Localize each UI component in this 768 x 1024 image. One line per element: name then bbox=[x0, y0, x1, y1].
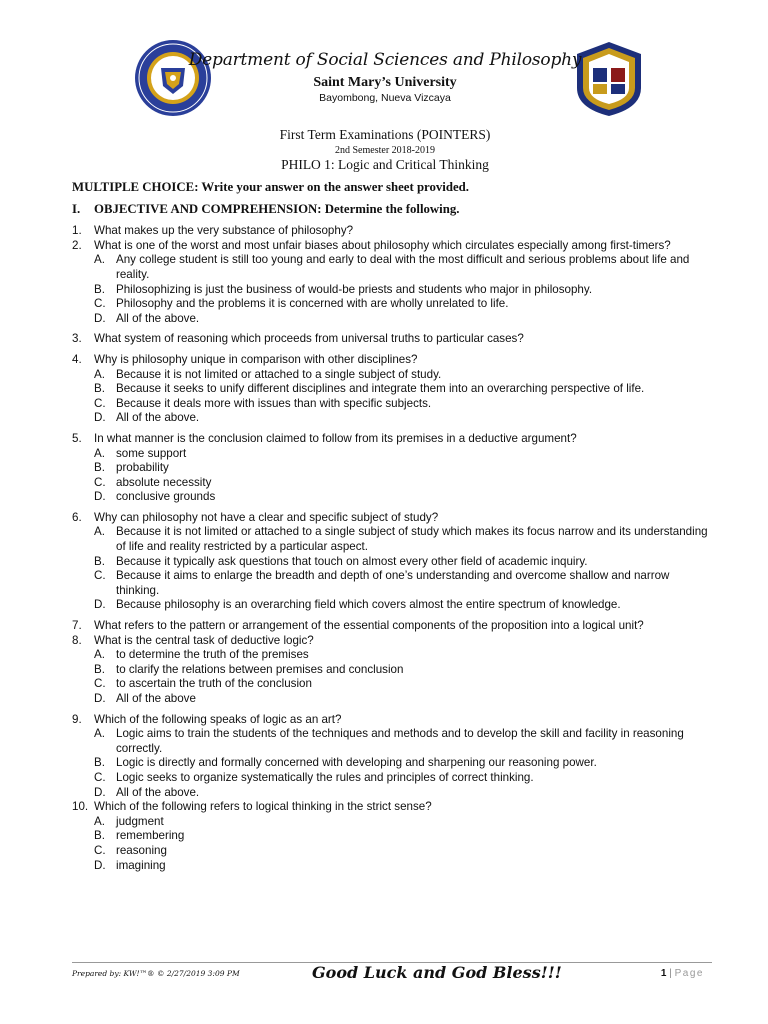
question-number: 1. bbox=[72, 224, 82, 238]
page-footer bbox=[72, 962, 712, 989]
option-letter: D. bbox=[94, 785, 106, 799]
question-number: 3. bbox=[72, 332, 82, 346]
option-text: Because it is not limited or attached to a single subject of study. bbox=[116, 367, 442, 381]
question-item bbox=[72, 634, 712, 707]
option-item bbox=[94, 569, 712, 598]
option-text: conclusive grounds bbox=[116, 490, 216, 504]
question-number: 9. bbox=[72, 712, 82, 726]
option-letter: B. bbox=[94, 461, 105, 475]
option-letter: C. bbox=[94, 569, 106, 583]
prepared-by: Prepared by: KW!™® © 2/27/2019 3:09 PM bbox=[72, 969, 240, 978]
option-text: All of the above. bbox=[116, 785, 200, 799]
option-letter: D. bbox=[94, 858, 106, 872]
option-item bbox=[94, 859, 712, 874]
option-list bbox=[94, 525, 712, 613]
option-text: Because it typically ask questions that touch on almost every other field of academic inquiry. bbox=[116, 554, 588, 568]
option-letter: B. bbox=[94, 662, 105, 676]
option-item bbox=[94, 829, 712, 844]
question-number: 8. bbox=[72, 633, 82, 647]
option-text: judgment bbox=[116, 814, 164, 828]
option-list bbox=[94, 727, 712, 800]
option-item bbox=[94, 648, 712, 663]
option-list bbox=[94, 648, 712, 706]
option-text: All of the above. bbox=[116, 311, 200, 325]
option-text: Any college student is still too young and early to deal with the most difficult and serious problems about life and reality. bbox=[116, 253, 690, 281]
option-text: Logic is directly and formally concerned with developing and sharpening our reasoning power. bbox=[116, 756, 597, 770]
page-number: 1 bbox=[660, 968, 667, 979]
question-row bbox=[72, 619, 712, 634]
question-number: 6. bbox=[72, 510, 82, 524]
option-text: absolute necessity bbox=[116, 475, 212, 489]
question-row bbox=[72, 239, 712, 254]
option-letter: A. bbox=[94, 727, 105, 741]
option-item bbox=[94, 677, 712, 692]
question-item bbox=[72, 713, 712, 801]
option-item bbox=[94, 815, 712, 830]
question-item bbox=[72, 353, 712, 426]
option-text: to determine the truth of the premises bbox=[116, 648, 309, 662]
question-item bbox=[72, 432, 712, 505]
option-text: to clarify the relations between premises and conclusion bbox=[116, 662, 404, 676]
option-list bbox=[94, 447, 712, 505]
option-item bbox=[94, 397, 712, 412]
option-text: Philosophizing is just the business of would-be priests and students who major in philosophy. bbox=[116, 282, 593, 296]
option-item bbox=[94, 297, 712, 312]
question-row bbox=[72, 332, 712, 347]
option-text: Logic seeks to organize systematically the rules and principles of correct thinking. bbox=[116, 770, 534, 784]
option-letter: D. bbox=[94, 598, 106, 612]
option-letter: C. bbox=[94, 297, 106, 311]
option-letter: D. bbox=[94, 692, 106, 705]
question-item bbox=[72, 619, 712, 634]
page-separator: | bbox=[669, 968, 672, 979]
question-text: Why is philosophy unique in comparison with other disciplines? bbox=[94, 352, 418, 366]
option-text: All of the above bbox=[116, 692, 196, 705]
option-letter: D. bbox=[94, 490, 106, 504]
option-item bbox=[94, 253, 712, 282]
option-text: Philosophy and the problems it is concerned with are wholly unrelated to life. bbox=[116, 297, 509, 311]
question-text: Which of the following refers to logical thinking in the strict sense? bbox=[94, 800, 432, 814]
option-letter: D. bbox=[94, 411, 106, 425]
option-letter: A. bbox=[94, 648, 105, 662]
part-heading bbox=[72, 202, 712, 217]
closing-message: Good Luck and God Bless!!! bbox=[312, 963, 562, 982]
option-text: Because philosophy is an overarching field which covers almost the entire spectrum of knowledge. bbox=[116, 598, 621, 612]
option-letter: A. bbox=[94, 253, 105, 267]
question-row bbox=[72, 634, 712, 649]
option-text: remembering bbox=[116, 829, 185, 843]
option-item bbox=[94, 663, 712, 678]
question-item bbox=[72, 800, 712, 873]
option-letter: C. bbox=[94, 396, 106, 410]
option-item bbox=[94, 447, 712, 462]
question-number: 5. bbox=[72, 431, 82, 445]
option-item bbox=[94, 844, 712, 859]
option-item bbox=[94, 786, 712, 801]
option-letter: D. bbox=[94, 311, 106, 325]
question-list bbox=[72, 224, 712, 873]
question-row bbox=[72, 432, 712, 447]
option-item bbox=[94, 368, 712, 383]
question-number: 10. bbox=[72, 800, 89, 814]
option-text: to ascertain the truth of the conclusion bbox=[116, 677, 312, 691]
question-row bbox=[72, 353, 712, 368]
question-text: What is one of the worst and most unfair biases about philosophy which circulates especially among first-timers? bbox=[94, 238, 671, 252]
option-text: All of the above. bbox=[116, 411, 200, 425]
instructions: MULTIPLE CHOICE: Write your answer on the answer sheet provided. bbox=[72, 180, 469, 194]
question-text: Why can philosophy not have a clear and specific subject of study? bbox=[94, 510, 439, 524]
question-row bbox=[72, 713, 712, 728]
option-letter: A. bbox=[94, 446, 105, 460]
option-letter: B. bbox=[94, 756, 105, 770]
university-name: Saint Mary’s University bbox=[313, 75, 457, 90]
question-text: What system of reasoning which proceeds from universal truths to particular cases? bbox=[94, 332, 524, 346]
question-text: What refers to the pattern or arrangement of the essential components of the proposition into a logical unit? bbox=[94, 619, 644, 633]
option-item bbox=[94, 312, 712, 327]
exam-semester: 2nd Semester 2018-2019 bbox=[335, 145, 435, 156]
option-text: Because it deals more with issues than with specific subjects. bbox=[116, 396, 432, 410]
option-letter: B. bbox=[94, 382, 105, 396]
question-row bbox=[72, 224, 712, 239]
question-row bbox=[72, 800, 712, 815]
option-letter: C. bbox=[94, 843, 106, 857]
question-item bbox=[72, 511, 712, 613]
option-item bbox=[94, 382, 712, 397]
option-letter: A. bbox=[94, 367, 105, 381]
option-item bbox=[94, 598, 712, 613]
option-text: Because it aims to enlarge the breadth and depth of one’s understanding and overcome shallow and narrow thinking. bbox=[116, 569, 670, 597]
question-number: 7. bbox=[72, 619, 82, 633]
question-text: What makes up the very substance of philosophy? bbox=[94, 224, 354, 238]
part-title: OBJECTIVE AND COMPREHENSION: Determine the following. bbox=[94, 201, 460, 216]
option-letter: C. bbox=[94, 475, 106, 489]
option-text: Because it is not limited or attached to a single subject of study which makes its focus narrow and its understanding of life and reality restricted by a particular aspect. bbox=[116, 525, 708, 554]
option-text: Logic aims to train the students of the techniques and methods and to develop the skill and facility in reasoning correctly. bbox=[116, 727, 684, 755]
option-text: probability bbox=[116, 461, 169, 475]
option-list bbox=[94, 368, 712, 426]
option-letter: B. bbox=[94, 282, 105, 296]
option-item bbox=[94, 727, 712, 756]
option-text: some support bbox=[116, 446, 187, 460]
option-item bbox=[94, 555, 712, 570]
option-list bbox=[94, 815, 712, 873]
option-list bbox=[94, 253, 712, 326]
option-item bbox=[94, 692, 712, 707]
option-item bbox=[94, 476, 712, 491]
question-number: 2. bbox=[72, 238, 82, 252]
option-item bbox=[94, 411, 712, 426]
exam-title: First Term Examinations (POINTERS) bbox=[279, 127, 491, 142]
option-item bbox=[94, 283, 712, 298]
page-indicator bbox=[661, 968, 704, 979]
exam-content bbox=[72, 180, 712, 873]
option-text: reasoning bbox=[116, 843, 167, 857]
option-letter: A. bbox=[94, 814, 105, 828]
option-letter: C. bbox=[94, 677, 106, 691]
option-item bbox=[94, 756, 712, 771]
option-letter: C. bbox=[94, 770, 106, 784]
question-item bbox=[72, 332, 712, 347]
university-address: Bayombong, Nueva Vizcaya bbox=[319, 92, 451, 104]
option-letter: B. bbox=[94, 554, 105, 568]
course-title: PHILO 1: Logic and Critical Thinking bbox=[281, 157, 489, 172]
question-text: Which of the following speaks of logic as an art? bbox=[94, 712, 342, 726]
department-name: Department of Social Sciences and Philosophy bbox=[188, 50, 582, 70]
question-item bbox=[72, 224, 712, 239]
question-number: 4. bbox=[72, 352, 82, 366]
question-text: In what manner is the conclusion claimed to follow from its premises in a deductive argument? bbox=[94, 431, 577, 445]
option-item bbox=[94, 771, 712, 786]
part-number: I. bbox=[72, 201, 81, 216]
option-item bbox=[94, 461, 712, 476]
option-letter: B. bbox=[94, 829, 105, 843]
option-text: Because it seeks to unify different disciplines and integrate them into an overarching perspective of life. bbox=[116, 382, 645, 396]
option-item bbox=[94, 490, 712, 505]
question-row bbox=[72, 511, 712, 526]
option-item bbox=[94, 525, 712, 554]
question-text: What is the central task of deductive logic? bbox=[94, 633, 314, 647]
page-label: Page bbox=[674, 968, 704, 979]
question-item bbox=[72, 239, 712, 327]
option-text: imagining bbox=[116, 858, 166, 872]
option-letter: A. bbox=[94, 525, 105, 539]
